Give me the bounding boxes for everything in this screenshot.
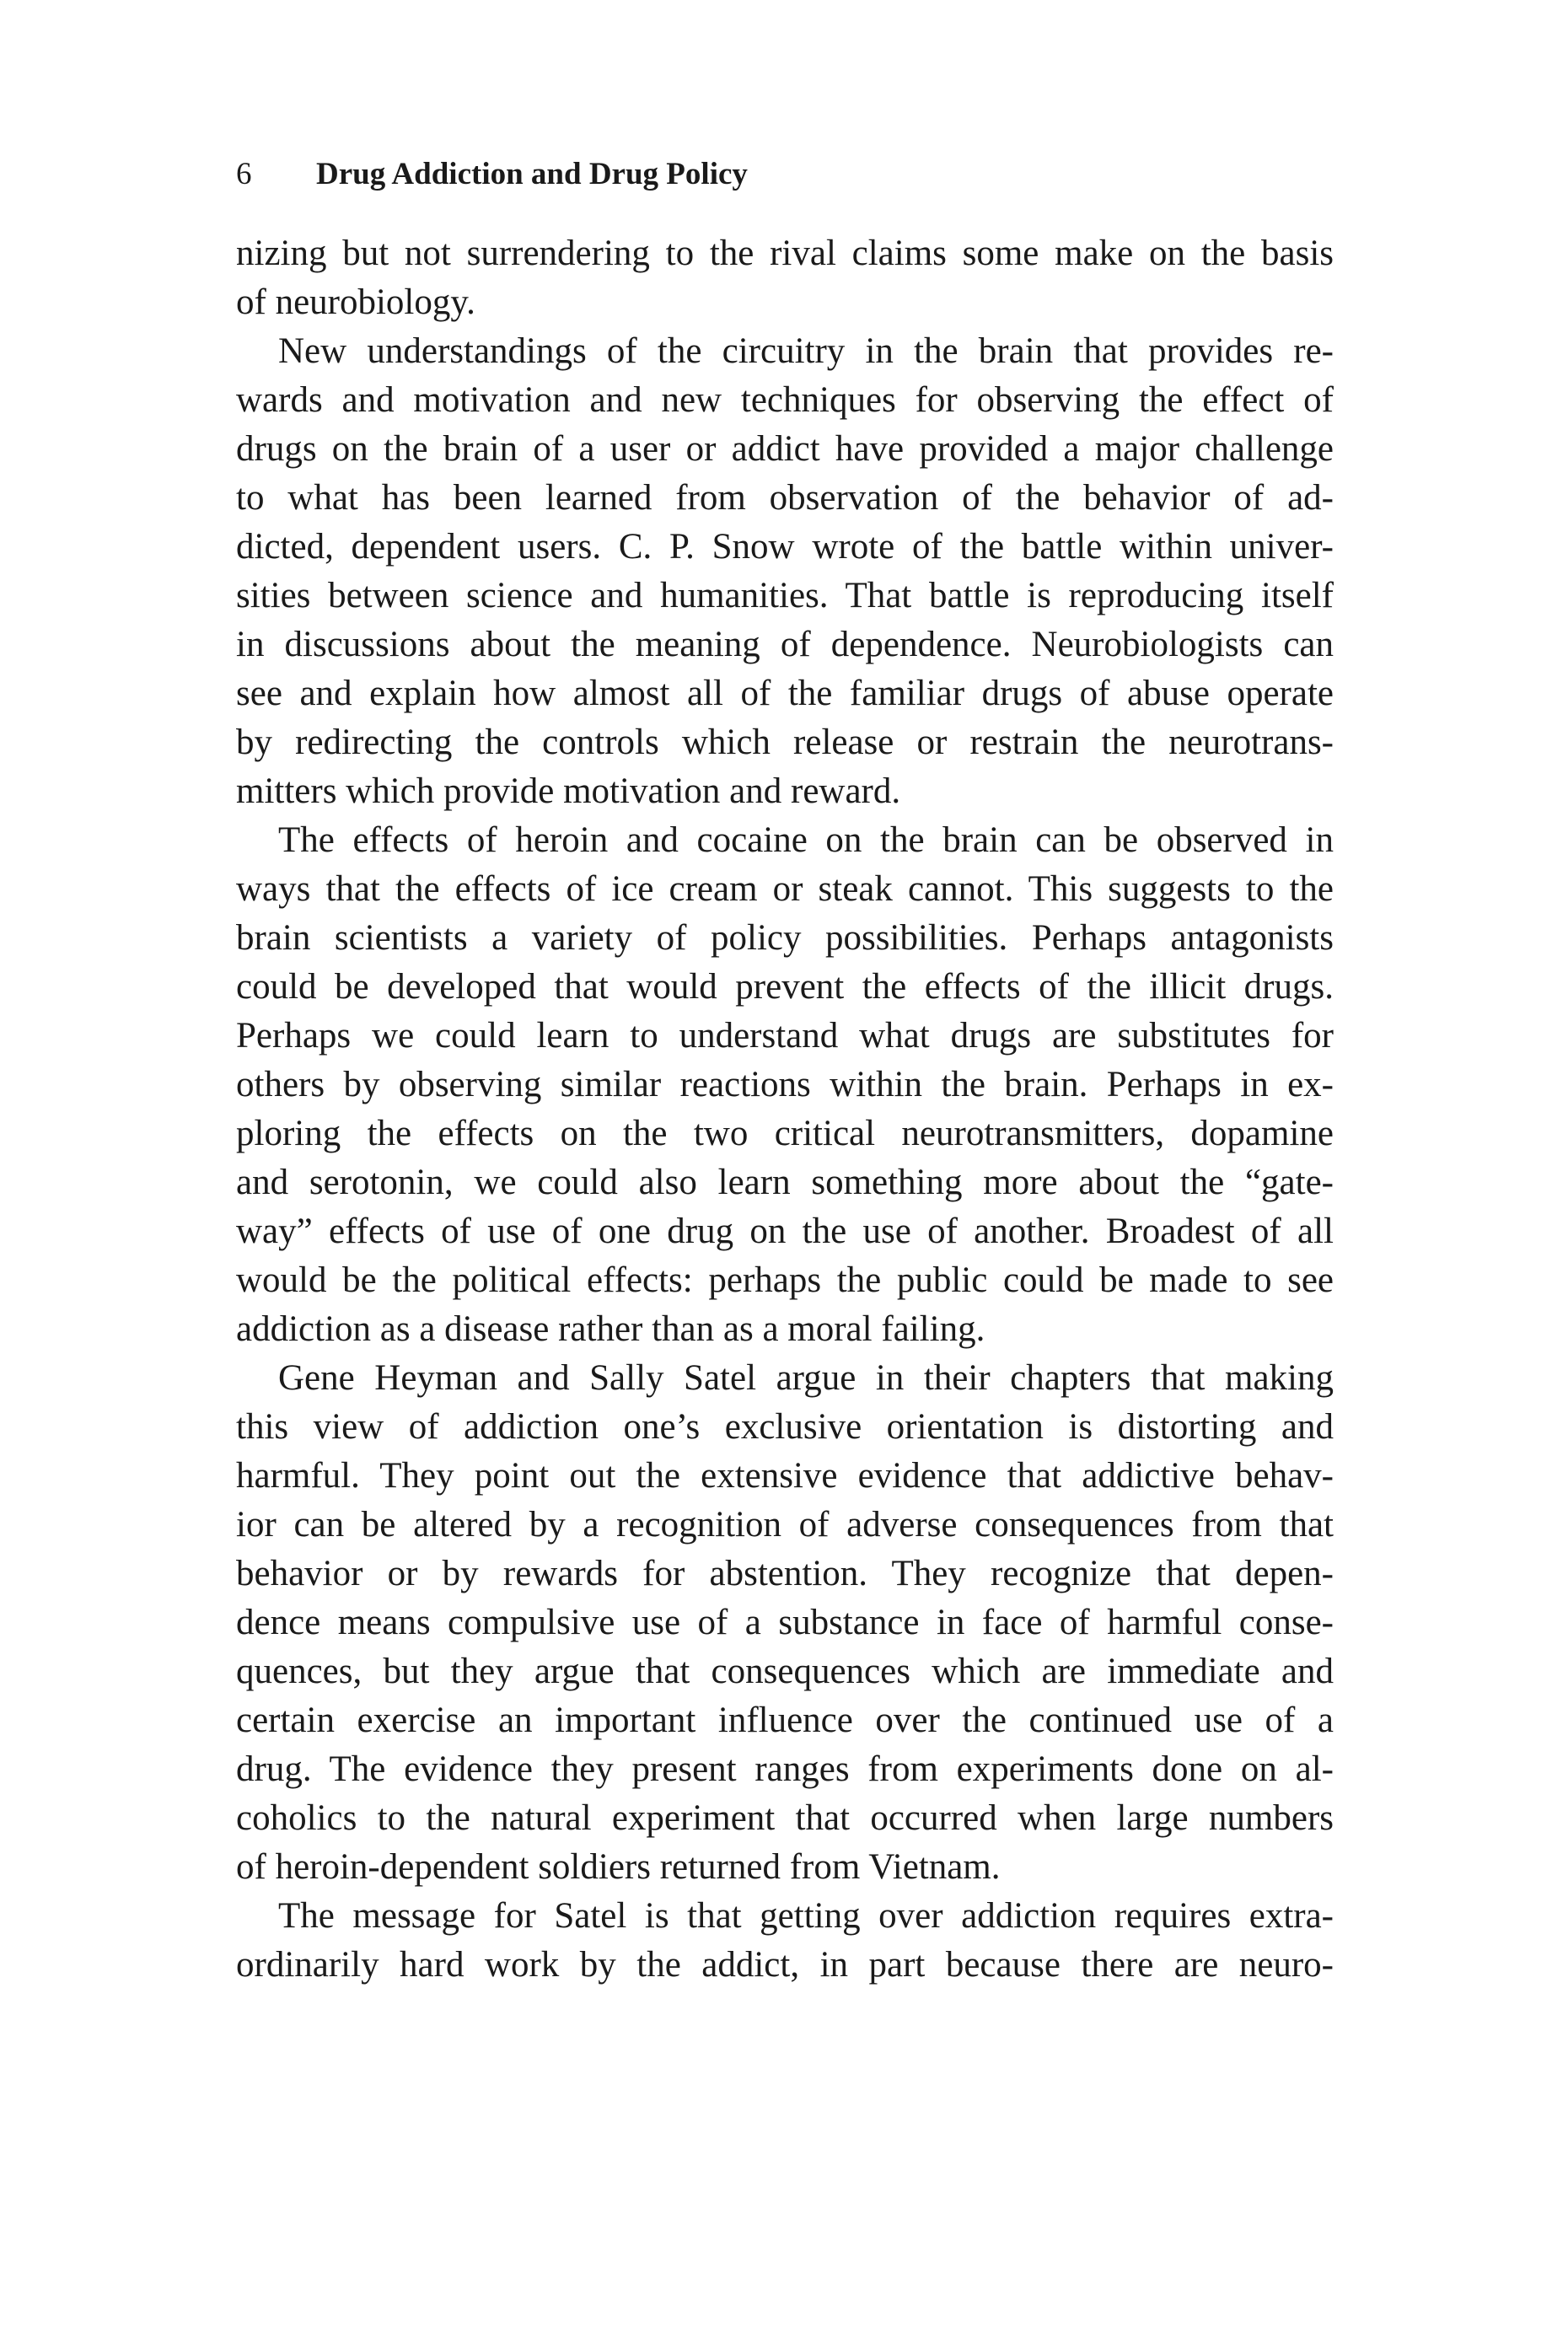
text-line: of heroin-dependent soldiers returned from Vietnam. bbox=[236, 1847, 1001, 1887]
text-line: would be the political effects: perhaps the public could be made to see bbox=[236, 1260, 1334, 1300]
text-line: sities between science and humanities. That battle is reproducing itself bbox=[236, 576, 1334, 615]
paragraph bbox=[236, 1892, 1334, 1990]
text-line: ploring the effects on the two critical neurotransmitters, dopamine bbox=[236, 1114, 1334, 1153]
text-line: coholics to the natural experiment that occurred when large numbers bbox=[236, 1798, 1334, 1838]
text-line: in discussions about the meaning of dependence. Neurobiologists can bbox=[236, 625, 1334, 664]
text-line: mitters which provide motivation and reward. bbox=[236, 771, 901, 811]
text-line: this view of addiction one’s exclusive orientation is distorting and bbox=[236, 1407, 1334, 1447]
text-line: ordinarily hard work by the addict, in part because there are neuro- bbox=[236, 1945, 1334, 1985]
text-line: by redirecting the controls which release or restrain the neurotrans- bbox=[236, 723, 1334, 762]
paragraph bbox=[236, 327, 1334, 816]
text-line: way” effects of use of one drug on the use of another. Broadest of all bbox=[236, 1212, 1334, 1251]
text-line: wards and motivation and new techniques for observing the effect of bbox=[236, 380, 1334, 420]
text-line: quences, but they argue that consequences which are immediate and bbox=[236, 1652, 1334, 1691]
text-line: brain scientists a variety of policy possibilities. Perhaps antagonists bbox=[236, 918, 1334, 958]
text-line: of neurobiology. bbox=[236, 282, 475, 322]
text-line: harmful. They point out the extensive evidence that addictive behav- bbox=[236, 1456, 1334, 1496]
text-line: New understandings of the circuitry in the brain that provides re- bbox=[278, 331, 1334, 371]
text-line: dence means compulsive use of a substance in face of harmful conse- bbox=[236, 1603, 1334, 1642]
text-line: others by observing similar reactions within the brain. Perhaps in ex- bbox=[236, 1065, 1334, 1104]
text-line: The effects of heroin and cocaine on the brain can be observed in bbox=[278, 820, 1334, 860]
text-line: drug. The evidence they present ranges from experiments done on al- bbox=[236, 1749, 1334, 1789]
paragraph bbox=[236, 816, 1334, 1354]
text-line: and serotonin, we could also learn something more about the “gate- bbox=[236, 1163, 1334, 1202]
text-line: could be developed that would prevent the effects of the illicit drugs. bbox=[236, 967, 1334, 1007]
text-line: Gene Heyman and Sally Satel argue in their chapters that making bbox=[278, 1358, 1334, 1398]
text-line: see and explain how almost all of the familiar drugs of abuse operate bbox=[236, 674, 1334, 713]
text-line: addiction as a disease rather than as a moral failing. bbox=[236, 1309, 985, 1349]
text-line: ior can be altered by a recognition of adverse consequences from that bbox=[236, 1505, 1334, 1545]
text-line: Perhaps we could learn to understand what drugs are substitutes for bbox=[236, 1016, 1334, 1056]
text-line: certain exercise an important influence over the continued use of a bbox=[236, 1701, 1334, 1740]
body-text bbox=[236, 229, 1334, 1990]
paragraph bbox=[236, 1354, 1334, 1892]
running-head bbox=[236, 153, 748, 196]
book-title: Drug Addiction and Drug Policy bbox=[316, 157, 748, 191]
text-line: nizing but not surrendering to the rival claims some make on the basis bbox=[236, 234, 1334, 273]
text-line: behavior or by rewards for abstention. They recognize that depen- bbox=[236, 1554, 1334, 1593]
text-line: drugs on the brain of a user or addict have provided a major challenge bbox=[236, 429, 1334, 469]
text-line: ways that the effects of ice cream or steak cannot. This suggests to the bbox=[236, 869, 1334, 909]
page-number: 6 bbox=[236, 157, 252, 191]
text-line: dicted, dependent users. C. P. Snow wrote of the battle within univer- bbox=[236, 527, 1334, 567]
text-line: to what has been learned from observation of the behavior of ad- bbox=[236, 478, 1334, 518]
text-line: The message for Satel is that getting over addiction requires extra- bbox=[278, 1896, 1334, 1936]
paragraph bbox=[236, 229, 1334, 327]
